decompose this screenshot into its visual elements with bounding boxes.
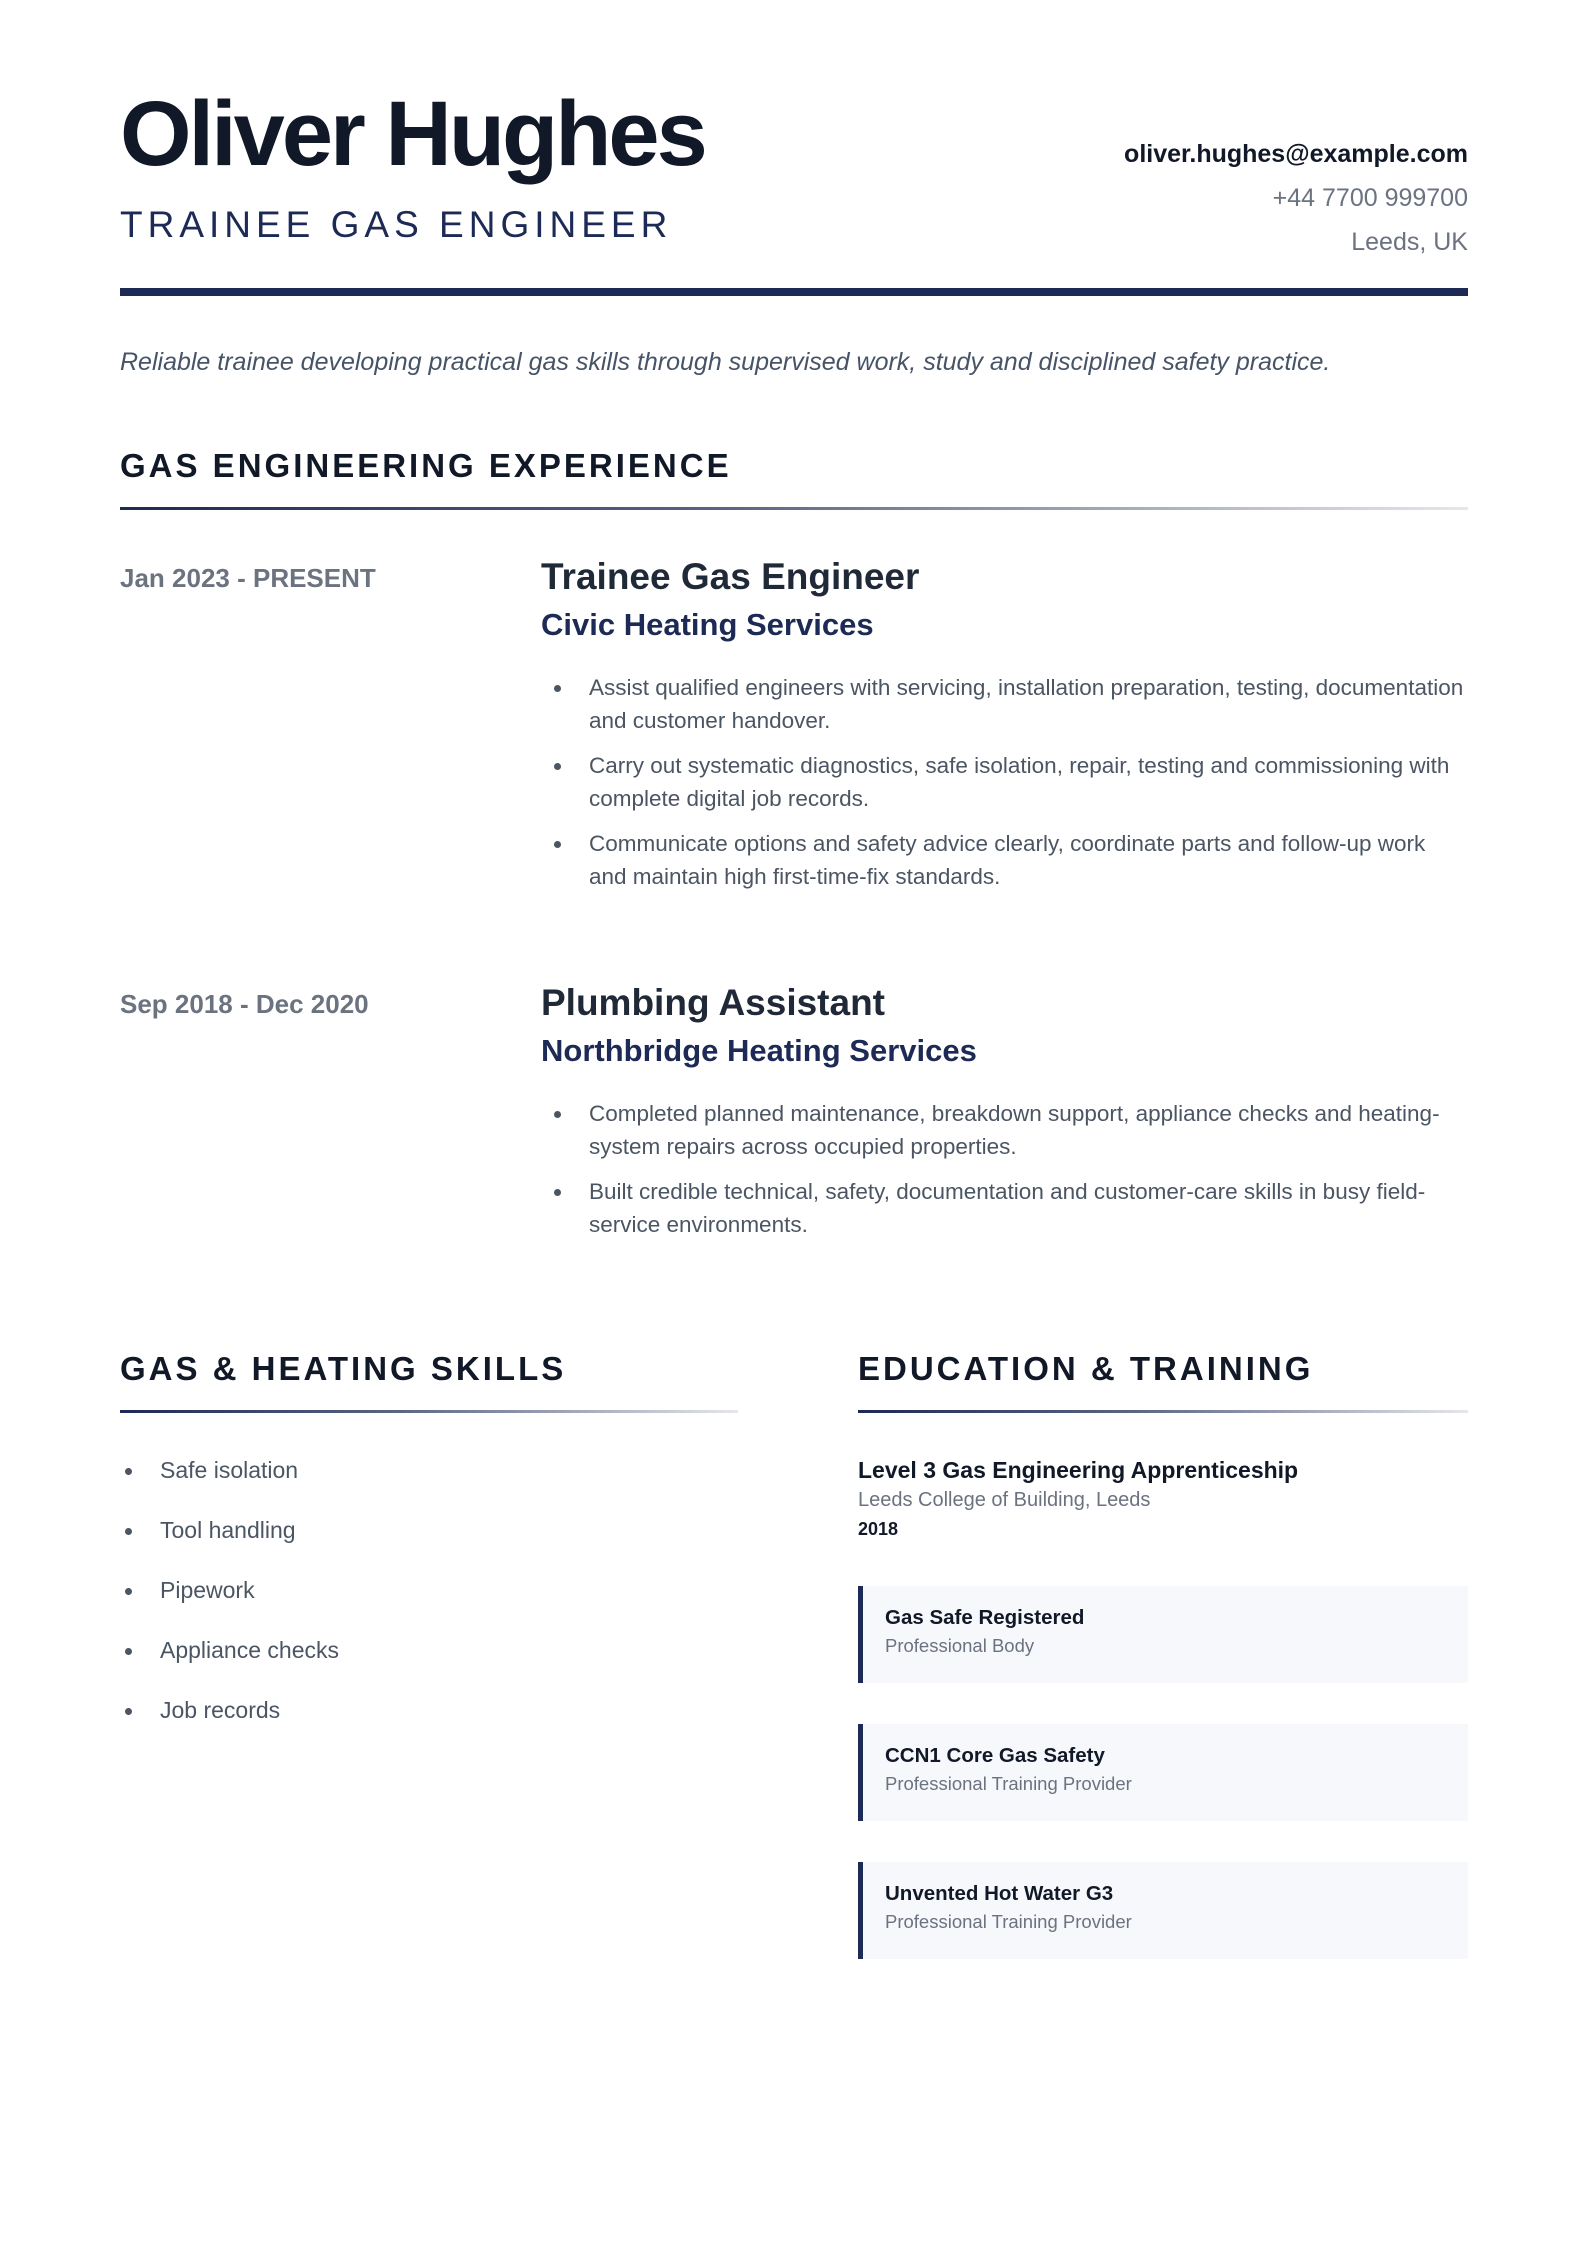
education-title: Level 3 Gas Engineering Apprenticeship [858, 1457, 1299, 1483]
certification-issuer: Professional Training Provider [885, 1911, 1132, 1932]
skills-heading: GAS & HEATING SKILLS [120, 1350, 567, 1387]
job-bullet-list [541, 671, 1468, 893]
certification-title: Unvented Hot Water G3 [885, 1882, 1114, 1905]
job-details [541, 981, 1468, 1253]
job-bullet-list [541, 1097, 1468, 1241]
job-details [541, 555, 1468, 905]
certification-card [858, 1586, 1468, 1683]
certification-issuer: Professional Training Provider [885, 1773, 1132, 1794]
contact-phone[interactable]: +44 7700 999700 [1272, 184, 1468, 212]
certification-issuer: Professional Body [885, 1635, 1035, 1656]
experience-heading: GAS ENGINEERING EXPERIENCE [120, 447, 732, 484]
certification-card [858, 1862, 1468, 1959]
education-entry [858, 1455, 1468, 1543]
certification-title: Gas Safe Registered [885, 1606, 1085, 1629]
job-company: Northbridge Heating Services [541, 1033, 977, 1068]
skill-item: Safe isolation [120, 1454, 339, 1487]
education-divider [858, 1410, 1468, 1413]
education-year: 2018 [858, 1519, 899, 1539]
job-bullet: Built credible technical, safety, documentation and customer-care skills in busy field-service environments. [541, 1175, 1468, 1241]
resume-header [120, 0, 1468, 296]
skills-divider [120, 1410, 738, 1413]
job-bullet: Completed planned maintenance, breakdown support, appliance checks and heating-system repairs across occupied properties. [541, 1097, 1468, 1163]
job-bullet: Carry out systematic diagnostics, safe isolation, repair, testing and commissioning with complete digital job records. [541, 749, 1468, 815]
header-divider [120, 288, 1468, 296]
job-bullet: Assist qualified engineers with servicing, installation preparation, testing, documentation and customer handover. [541, 671, 1468, 737]
education-heading: EDUCATION & TRAINING [858, 1350, 1314, 1387]
candidate-name: Oliver Hughes [120, 83, 705, 185]
profile-summary: Reliable trainee developing practical gas skills through supervised work, study and disciplined safety practice. [120, 348, 1331, 376]
job-bullet: Communicate options and safety advice clearly, coordinate parts and follow-up work and maintain high first-time-fix standards. [541, 827, 1468, 893]
certification-title: CCN1 Core Gas Safety [885, 1744, 1105, 1767]
contact-email[interactable]: oliver.hughes@example.com [1124, 140, 1468, 168]
job-date: Sep 2018 - Dec 2020 [120, 989, 369, 1019]
experience-divider [120, 507, 1468, 510]
skill-item: Job records [120, 1694, 339, 1727]
certification-card [858, 1724, 1468, 1821]
skill-item: Pipework [120, 1574, 339, 1607]
job-date: Jan 2023 - PRESENT [120, 563, 376, 593]
contact-location: Leeds, UK [1351, 228, 1468, 256]
job-title: Plumbing Assistant [541, 982, 886, 1023]
education-institution: Leeds College of Building, Leeds [858, 1489, 1151, 1511]
skill-item: Appliance checks [120, 1634, 339, 1667]
job-title: Trainee Gas Engineer [541, 556, 920, 597]
skill-item: Tool handling [120, 1514, 339, 1547]
contact-block [1124, 132, 1468, 264]
job-company: Civic Heating Services [541, 607, 874, 642]
candidate-role: TRAINEE GAS ENGINEER [120, 204, 673, 245]
skills-list [120, 1454, 339, 1754]
